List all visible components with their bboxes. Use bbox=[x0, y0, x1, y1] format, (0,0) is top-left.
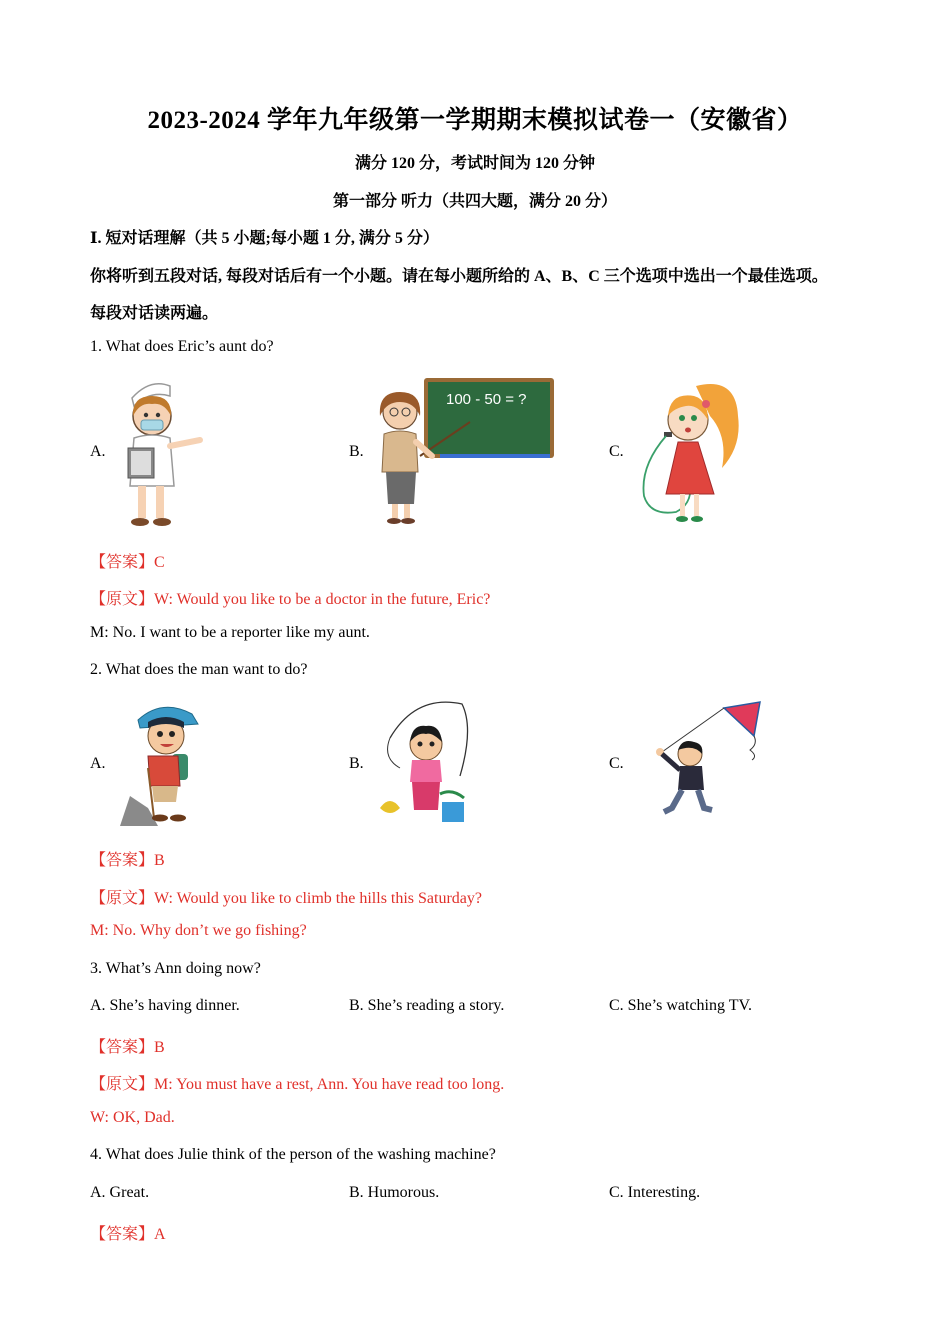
page-title: 2023-2024 学年九年级第一学期期末模拟试卷一（安徽省） bbox=[147, 107, 803, 134]
q3-original-1: 【原文】M: You must have a rest, Ann. You have read too long. bbox=[90, 1076, 505, 1093]
fishing-girl-image bbox=[376, 698, 486, 828]
q3-option-a: A. She’s having dinner. bbox=[90, 997, 240, 1014]
q1-original-2: M: No. I want to be a reporter like my aunt. bbox=[90, 624, 370, 641]
q1-answer: 【答案】C bbox=[90, 554, 165, 571]
q4-option-c: C. Interesting. bbox=[609, 1184, 701, 1201]
q2-option-b-label: B. bbox=[349, 755, 364, 772]
part-title: 第一部分 听力（共四大题，满分 20 分） bbox=[332, 193, 617, 210]
question-1: 1. What does Eric’s aunt do? bbox=[90, 338, 274, 355]
q1-option-b-label: B. bbox=[349, 443, 364, 460]
q3-original-2: W: OK, Dad. bbox=[90, 1109, 175, 1126]
q3-option-b: B. She’s reading a story. bbox=[349, 997, 505, 1014]
question-2: 2. What does the man want to do? bbox=[90, 661, 308, 678]
question-3: 3. What’s Ann doing now? bbox=[90, 960, 261, 977]
q3-option-c: C. She’s watching TV. bbox=[609, 997, 752, 1014]
singer-image bbox=[636, 376, 746, 528]
q2-answer: 【答案】B bbox=[90, 852, 165, 869]
q4-option-b: B. Humorous. bbox=[349, 1184, 440, 1201]
q4-option-a: A. Great. bbox=[90, 1184, 150, 1201]
q3-answer: 【答案】B bbox=[90, 1039, 165, 1056]
hiking-boy-image bbox=[118, 698, 208, 828]
q4-answer: 【答案】A bbox=[90, 1226, 166, 1243]
q1-option-c-label: C. bbox=[609, 443, 624, 460]
q1-option-a-label: A. bbox=[90, 443, 106, 460]
q2-option-a-label: A. bbox=[90, 755, 106, 772]
q1-original-1: 【原文】W: Would you like to be a doctor in the future, Eric? bbox=[90, 591, 491, 608]
q2-original-1: 【原文】W: Would you like to climb the hills this Saturday? bbox=[90, 890, 483, 907]
section-instruction: 你将听到五段对话, 每段对话后有一个小题。请在每小题所给的 A、B、C 三个选项中选出一个最佳选项。 bbox=[90, 268, 828, 285]
q2-original-2: M: No. Why don’t we go fishing? bbox=[90, 922, 307, 939]
nurse-image bbox=[118, 376, 208, 528]
teacher-image bbox=[370, 376, 560, 528]
section-instruction-2: 每段对话读两遍。 bbox=[90, 305, 219, 322]
kite-boy-image bbox=[632, 700, 767, 822]
section-heading: Ⅰ. 短对话理解（共 5 小题;每小题 1 分, 满分 5 分） bbox=[90, 230, 439, 247]
q2-option-c-label: C. bbox=[609, 755, 624, 772]
board-text: 100 - 50 = ? bbox=[446, 391, 527, 408]
score-info: 满分 120 分，考试时间为 120 分钟 bbox=[354, 155, 595, 172]
question-4: 4. What does Julie think of the person of the washing machine? bbox=[90, 1146, 496, 1163]
